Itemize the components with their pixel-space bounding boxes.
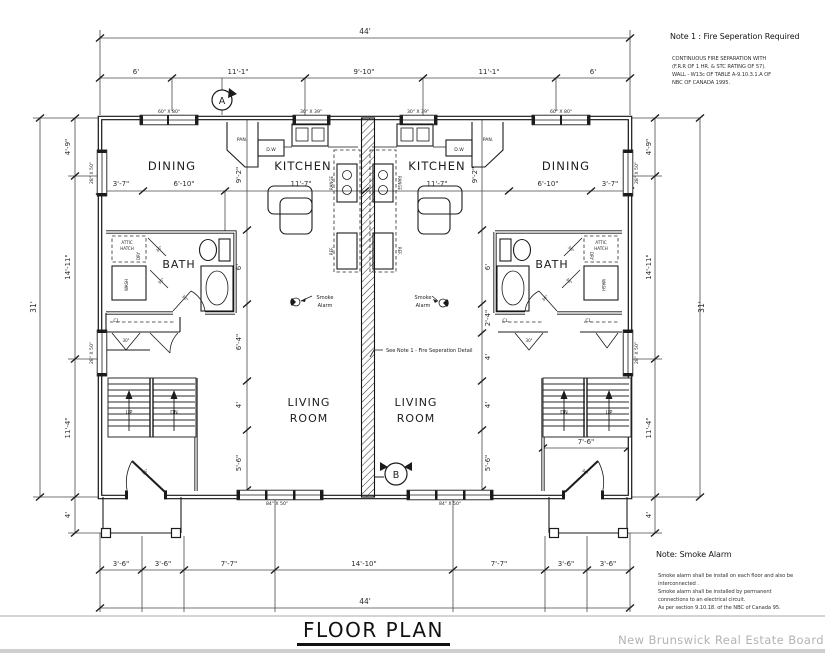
bath-door-gap-right <box>525 309 557 317</box>
label-attic-right-2: HATCH <box>594 246 608 251</box>
dim-int-r1: 6' <box>484 263 492 271</box>
toilet-tank-left <box>219 239 230 261</box>
note-smoke-title: Note: Smoke Alarm <box>656 550 732 559</box>
dim-dining-a-right: 3'-7" <box>601 180 619 188</box>
dim-dining-b-left: 6'-10" <box>173 180 195 188</box>
pantry-right <box>472 122 503 167</box>
upper-cabinets-left <box>334 150 360 272</box>
dim-bottom-4: 7'-7" <box>490 560 508 568</box>
dim-int-r3: 4' <box>484 353 492 361</box>
label-dw-left: D.W <box>266 148 276 153</box>
divider-line <box>0 615 825 617</box>
room-label-kitchen-left: KITCHEN <box>274 159 332 173</box>
dim-top-0: 6' <box>132 68 140 76</box>
porches <box>102 497 628 538</box>
note-smoke-line: As per section 9.10.18. of the NBC of Canada 95. <box>658 605 781 611</box>
dim-int-r2: 2'-4" <box>484 309 492 327</box>
note-fire-line: CONTINUOUS FIRE SEPARATION WITH <box>672 56 767 62</box>
pantry-left <box>227 122 258 167</box>
dim-top-2: 9'-10" <box>353 68 375 76</box>
stairs-left <box>108 378 196 437</box>
doorlabel-5: 30" <box>566 244 576 254</box>
label-smoke-left-1: Smoke <box>316 295 334 301</box>
doorlabel-7: 30" <box>540 293 550 303</box>
dim-right-2: 11'-4" <box>645 417 653 439</box>
label-dryer-left: DRY <box>136 251 141 261</box>
dim-int-l2: 6'-4" <box>235 333 243 351</box>
winlabel-dining-left: 60" X 80" <box>158 110 180 115</box>
dim-bottom-3: 14'-10" <box>351 560 377 568</box>
dim-overall-bottom: 44' <box>359 597 371 606</box>
doorlabel-1: 30" <box>154 244 164 254</box>
label-pantry-right: PAN. <box>482 138 494 143</box>
winlabel-kitchen-right: 30" X 39" <box>407 110 429 115</box>
label-smoke-right-1: Smoke <box>414 295 432 301</box>
window-side-right-lower <box>623 330 633 376</box>
fridge-left <box>337 233 357 269</box>
dim-right-1: 14'-11" <box>645 254 653 280</box>
window-dining-left <box>140 115 198 125</box>
dim-left-1: 14'-11" <box>64 254 72 280</box>
dim-left-3: 4' <box>64 511 72 519</box>
room-label-kitchen-right: KITCHEN <box>408 159 466 173</box>
doorlabel-entry-right: 36" <box>580 467 590 477</box>
note-fire-line: NBC OF CANADA 1995. <box>672 80 730 86</box>
label-pantry-left: PAN. <box>236 138 248 143</box>
window-kitchen-right <box>400 115 437 125</box>
dim-int-l4: 5'-6" <box>235 454 243 472</box>
room-label-living-right-2: ROOM <box>396 412 436 425</box>
dim-bottom-2: 7'-7" <box>220 560 238 568</box>
fire-wall-callout: See Note 1 - Fire Seperation Detail <box>386 348 473 354</box>
label-attic-left-1: ATTIC <box>121 240 133 245</box>
dim-dining-a-left: 3'-7" <box>112 180 130 188</box>
label-washer-left: WASH <box>124 278 129 292</box>
label-smoke-left-2: Alarm <box>317 303 333 309</box>
note-smoke-body <box>658 572 793 612</box>
note-fire-body <box>672 55 771 87</box>
dim-kitchen-left: 11'-7" <box>290 180 312 188</box>
marker-a-text: A <box>218 96 226 107</box>
entry-door-left <box>125 461 167 500</box>
room-label-living-right-1: LIVING <box>394 396 438 409</box>
toilet-bowl-left <box>200 240 217 261</box>
dim-overall-right: 31' <box>697 301 706 313</box>
label-dn-left: DN <box>170 410 178 416</box>
note-fire-title: Note 1 : Fire Seperation Required <box>670 32 800 41</box>
dim-bottom-0: 3'-6" <box>112 560 130 568</box>
room-label-dining-right: DINING <box>541 159 591 173</box>
dim-overall-top: 44' <box>359 27 371 36</box>
window-kitchen-left <box>293 115 330 125</box>
label-smoke-right-2: Alarm <box>415 303 431 309</box>
dim-dining-b-right: 6'-10" <box>537 180 559 188</box>
room-label-dining-left: DINING <box>147 159 197 173</box>
doorlabel-2: 30" <box>156 276 166 286</box>
dim-right-0: 4'-9" <box>645 138 653 156</box>
dim-overall-left: 31' <box>29 301 38 313</box>
doorlabel-8: 30" <box>525 338 533 343</box>
marker-b-text: B <box>392 470 400 481</box>
winlabel-side-ru: 28" X 50" <box>635 162 640 184</box>
winlabel-living-right: 84" X 50" <box>439 502 461 507</box>
winlabel-side-lu: 28" X 50" <box>90 162 95 184</box>
bottom-border <box>0 649 825 653</box>
room-label-living-left-1: LIVING <box>287 396 331 409</box>
bath-door-gap-left <box>173 309 205 317</box>
range-right <box>373 164 393 202</box>
dim-int-l3: 4' <box>235 401 243 409</box>
label-range-left: RANGE <box>329 176 334 190</box>
dim-top-3: 11'-1" <box>478 68 500 76</box>
winlabel-side-ll: 28" X 50" <box>90 342 95 364</box>
dim-int-l0: 9'-2" <box>235 166 243 184</box>
label-attic-left-2: HATCH <box>120 246 134 251</box>
window-side-right-upper <box>623 150 633 196</box>
room-label-living-left-2: ROOM <box>289 412 329 425</box>
note-smoke-line: connections to an electrical circuit. <box>658 597 746 603</box>
sink-left <box>292 124 328 146</box>
winlabel-side-rl: 28" X 50" <box>635 342 640 364</box>
dim-stair-right: 7'-6" <box>577 438 595 446</box>
dim-bottom-5: 3'-6" <box>557 560 575 568</box>
dim-left-0: 4'-9" <box>64 138 72 156</box>
stairs-right <box>543 378 631 437</box>
sink-right <box>397 124 433 146</box>
dim-right-3: 4' <box>645 511 653 519</box>
watermark: New Brunswick Real Estate Board <box>618 633 824 647</box>
winlabel-kitchen-left: 30" X 39" <box>300 110 322 115</box>
winlabel-dining-right: 60" X 80" <box>550 110 572 115</box>
label-dn-right: DN <box>560 410 568 416</box>
dim-int-l1: 6' <box>235 263 243 271</box>
window-side-left-lower <box>97 330 107 376</box>
note-smoke-line: interconnected . <box>658 581 699 587</box>
dim-kitchen-right: 11'-7" <box>426 180 448 188</box>
label-dw-right: D.W <box>454 148 464 153</box>
label-closet-right-2: CL. <box>585 319 593 324</box>
label-fridge-left: REF. <box>329 246 334 256</box>
window-dining-right <box>532 115 590 125</box>
label-up-left: UP <box>125 410 133 416</box>
smoke-alarm-right <box>432 296 449 307</box>
dim-top-1: 11'-1" <box>227 68 249 76</box>
label-closet-left: CL. <box>113 319 121 324</box>
label-up-right: UP <box>605 410 613 416</box>
dim-int-r0: 9'-2" <box>471 166 479 184</box>
note-smoke-line: Smoke alarm shall be install on each floor and also be <box>658 573 794 579</box>
label-attic-right-1: ATTIC <box>595 240 607 245</box>
room-label-bath-right: BATH <box>535 258 569 271</box>
dim-int-r5: 5'-6" <box>484 454 492 472</box>
doorlabel-4: 30" <box>122 338 130 343</box>
note-fire-line: (F.R.R OF 1 HR. & STC RATING OF 57). <box>672 64 766 70</box>
window-living-left <box>237 490 323 500</box>
note-smoke-line: Smoke alarm shall be installed by permanent <box>658 589 772 595</box>
page-title: FLOOR PLAN <box>297 618 450 646</box>
range-left <box>337 164 357 202</box>
doorlabel-6: 30" <box>564 276 574 286</box>
island-left <box>268 186 312 234</box>
fridge-right <box>373 233 393 269</box>
toilet-bowl-right <box>514 240 531 261</box>
island-right <box>418 186 462 234</box>
dim-bottom-6: 3'-6" <box>599 560 617 568</box>
window-side-left-upper <box>97 150 107 196</box>
dim-left-2: 11'-4" <box>64 417 72 439</box>
winlabel-living-left: 84" X 50" <box>266 502 288 507</box>
label-fridge-right: REF. <box>397 246 402 256</box>
note-fire-line: WALL - W13c OF TABLE A-9.10.3.1.A OF <box>672 72 772 78</box>
dim-bottom-1: 3'-6" <box>154 560 172 568</box>
label-dryer-right: DRY <box>589 251 594 261</box>
window-living-right <box>407 490 493 500</box>
toilet-tank-right <box>500 239 511 261</box>
dim-top-4: 6' <box>589 68 597 76</box>
room-label-bath-left: BATH <box>162 258 196 271</box>
label-range-right: RANGE <box>397 176 402 190</box>
smoke-alarm-left <box>290 296 312 306</box>
label-closet-right-1: CL. <box>502 319 510 324</box>
dim-int-r4: 4' <box>484 401 492 409</box>
doorlabel-entry-left: 36" <box>140 467 150 477</box>
doorlabel-3: 30" <box>180 293 190 303</box>
entry-door-right <box>562 461 604 500</box>
label-washer-right: WASH <box>601 278 606 292</box>
